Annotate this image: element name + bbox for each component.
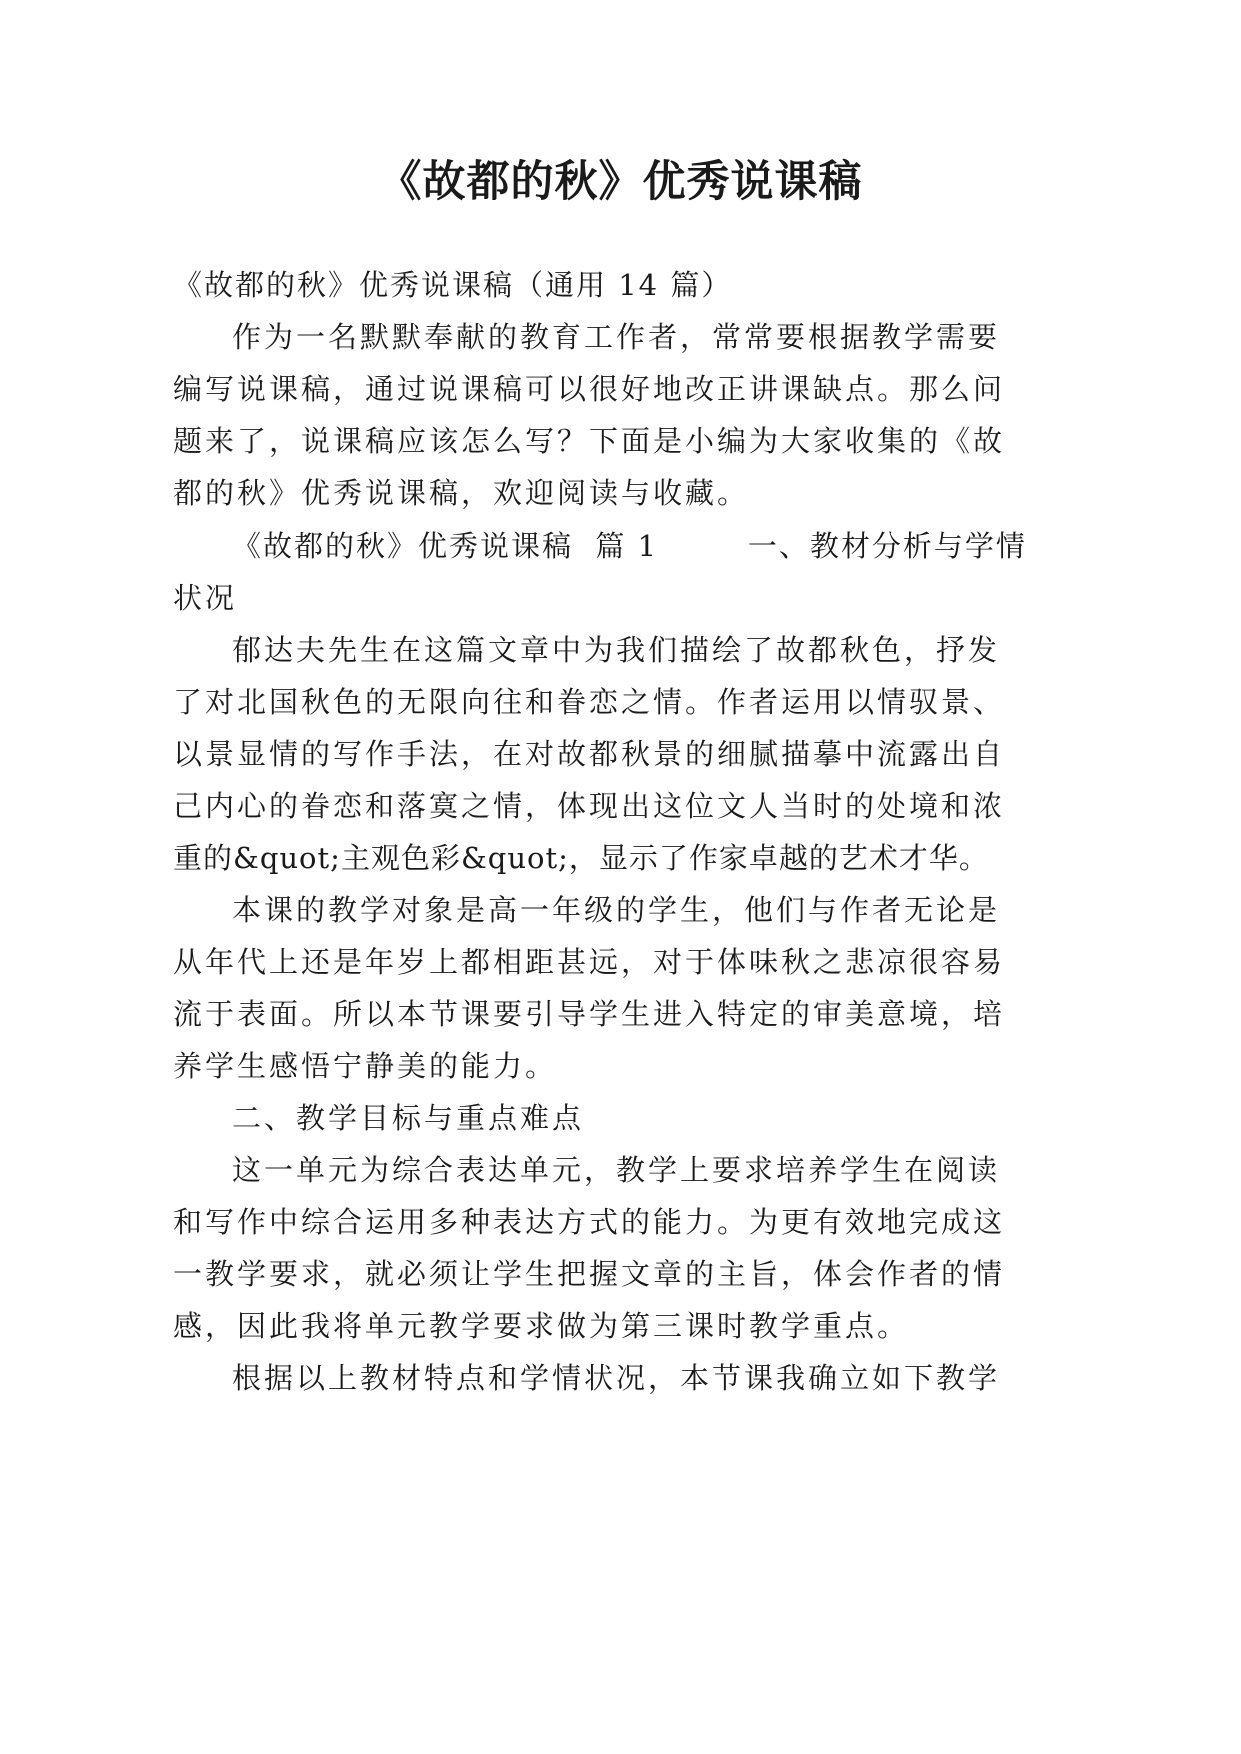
paragraph-line: 从年代上还是年岁上都相距甚远，对于体味秋之悲凉很容易	[173, 945, 1006, 979]
subtitle-line: 《故都的秋》优秀说课稿（通用 14 篇）	[173, 268, 733, 302]
paragraph-line: 重的&quot;主观色彩&quot;，显示了作家卓越的艺术才华。	[173, 841, 989, 875]
paragraph-line: 状况	[173, 581, 238, 615]
paragraph-line: 都的秋》优秀说课稿，欢迎阅读与收藏。	[173, 476, 750, 510]
paragraph-line: 以景显情的写作手法，在对故都秋景的细腻描摹中流露出自	[173, 737, 1006, 771]
paragraph-line: 流于表面。所以本节课要引导学生进入特定的审美意境，培	[173, 997, 1006, 1031]
paragraph-line: 感，因此我将单元教学要求做为第三课时教学重点。	[173, 1309, 910, 1343]
paragraph-line: 和写作中综合运用多种表达方式的能力。为更有效地完成这	[173, 1205, 1006, 1239]
section-heading-line: 《故都的秋》优秀说课稿 篇 1 一、教材分析与学情	[232, 529, 1027, 563]
paragraph-line: 本课的教学对象是高一年级的学生，他们与作者无论是	[232, 893, 1001, 927]
paragraph-line: 己内心的眷恋和落寞之情，体现出这位文人当时的处境和浓	[173, 789, 1006, 823]
paragraph-line: 了对北国秋色的无限向往和眷恋之情。作者运用以情驭景、	[173, 685, 1006, 719]
paragraph-line: 养学生感悟宁静美的能力。	[173, 1049, 558, 1083]
paragraph-line: 根据以上教材特点和学情状况，本节课我确立如下教学	[232, 1361, 1001, 1395]
paragraph-line: 一教学要求，就必须让学生把握文章的主旨，体会作者的情	[173, 1257, 1006, 1291]
section-heading-line: 二、教学目标与重点难点	[232, 1101, 585, 1135]
document-title: 《故都的秋》优秀说课稿	[378, 157, 863, 207]
paragraph-line: 题来了，说课稿应该怎么写？下面是小编为大家收集的《故	[173, 424, 1006, 458]
paragraph-line: 郁达夫先生在这篇文章中为我们描绘了故都秋色，抒发	[232, 633, 1001, 667]
paragraph-line: 编写说课稿，通过说课稿可以很好地改正讲课缺点。那么问	[173, 372, 1006, 406]
paragraph-line: 作为一名默默奉献的教育工作者，常常要根据教学需要	[232, 320, 1001, 354]
paragraph-line: 这一单元为综合表达单元，教学上要求培养学生在阅读	[232, 1153, 1001, 1187]
